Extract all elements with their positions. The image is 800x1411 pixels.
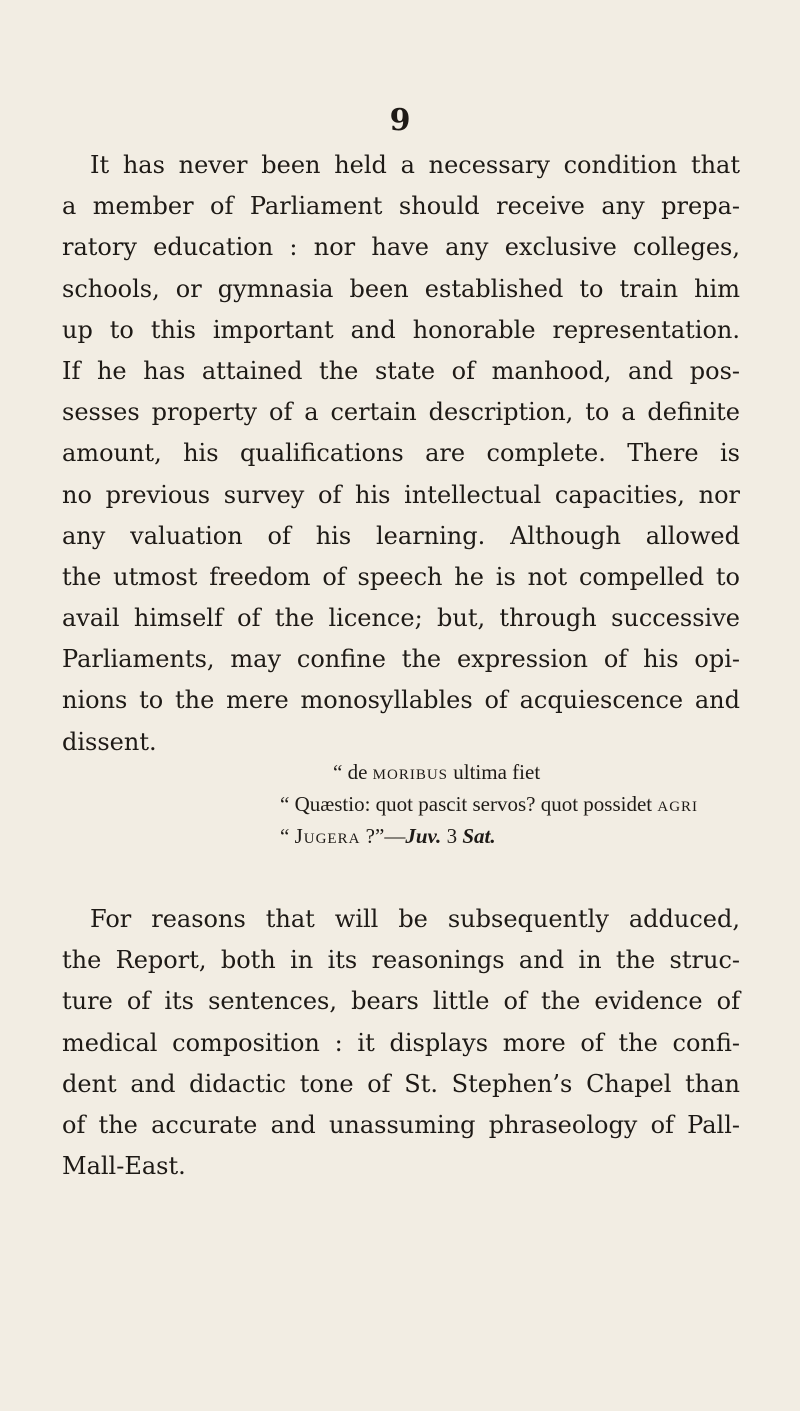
quote-citation-line: “ Jugera ?”—Juv. 3 Sat. (280, 824, 496, 848)
text-line: a member of Parliament should receive any prepa- (62, 192, 740, 221)
paragraph-parliament (62, 145, 740, 763)
page-number: 9 (389, 103, 411, 138)
text-line: ture of its sentences, bears little of the evidence of (62, 987, 740, 1016)
text-line: of the accurate and unassuming phraseology of Pall- (62, 1110, 740, 1139)
text-line: nions to the mere monosyllables of acquiescence and (62, 686, 740, 715)
text-line: any valuation of his learning. Although allowed (62, 521, 740, 550)
text-line: no previous survey of his intellectual capacities, nor (62, 480, 740, 509)
text-line: up to this important and honorable representation. (62, 315, 740, 344)
text-line: dent and didactic tone of St. Stephen’s Chapel than (62, 1069, 740, 1098)
text-line: ratory education : nor have any exclusive colleges, (62, 233, 740, 262)
paragraph-report (62, 899, 740, 1187)
text-line: Mall-East. (62, 1152, 186, 1181)
text-line: amount, his qualifications are complete. There is (62, 439, 740, 468)
text-line: If he has attained the state of manhood, and pos- (62, 356, 740, 385)
text-line: medical composition : it displays more of the confi- (62, 1028, 740, 1057)
text-line: dissent. (62, 727, 157, 756)
text-line: It has never been held a necessary condition that (90, 151, 740, 179)
text-line: schools, or gymnasia been established to train him (62, 274, 740, 303)
quote-line: “ de moribus ultima fiet (333, 760, 541, 784)
quote-line: “ Quæstio: quot pascit servos? quot possidet agri (280, 792, 699, 816)
text-line: sesses property of a certain description, to a definite (62, 398, 740, 427)
text-line: avail himself of the licence; but, through successive (62, 604, 740, 633)
text-line: Parliaments, may confine the expression of his opi- (62, 645, 740, 674)
text-line: For reasons that will be subsequently adduced, (90, 905, 740, 933)
text-line: the Report, both in its reasonings and in the struc- (62, 946, 740, 975)
text-line: the utmost freedom of speech he is not compelled to (62, 562, 740, 591)
